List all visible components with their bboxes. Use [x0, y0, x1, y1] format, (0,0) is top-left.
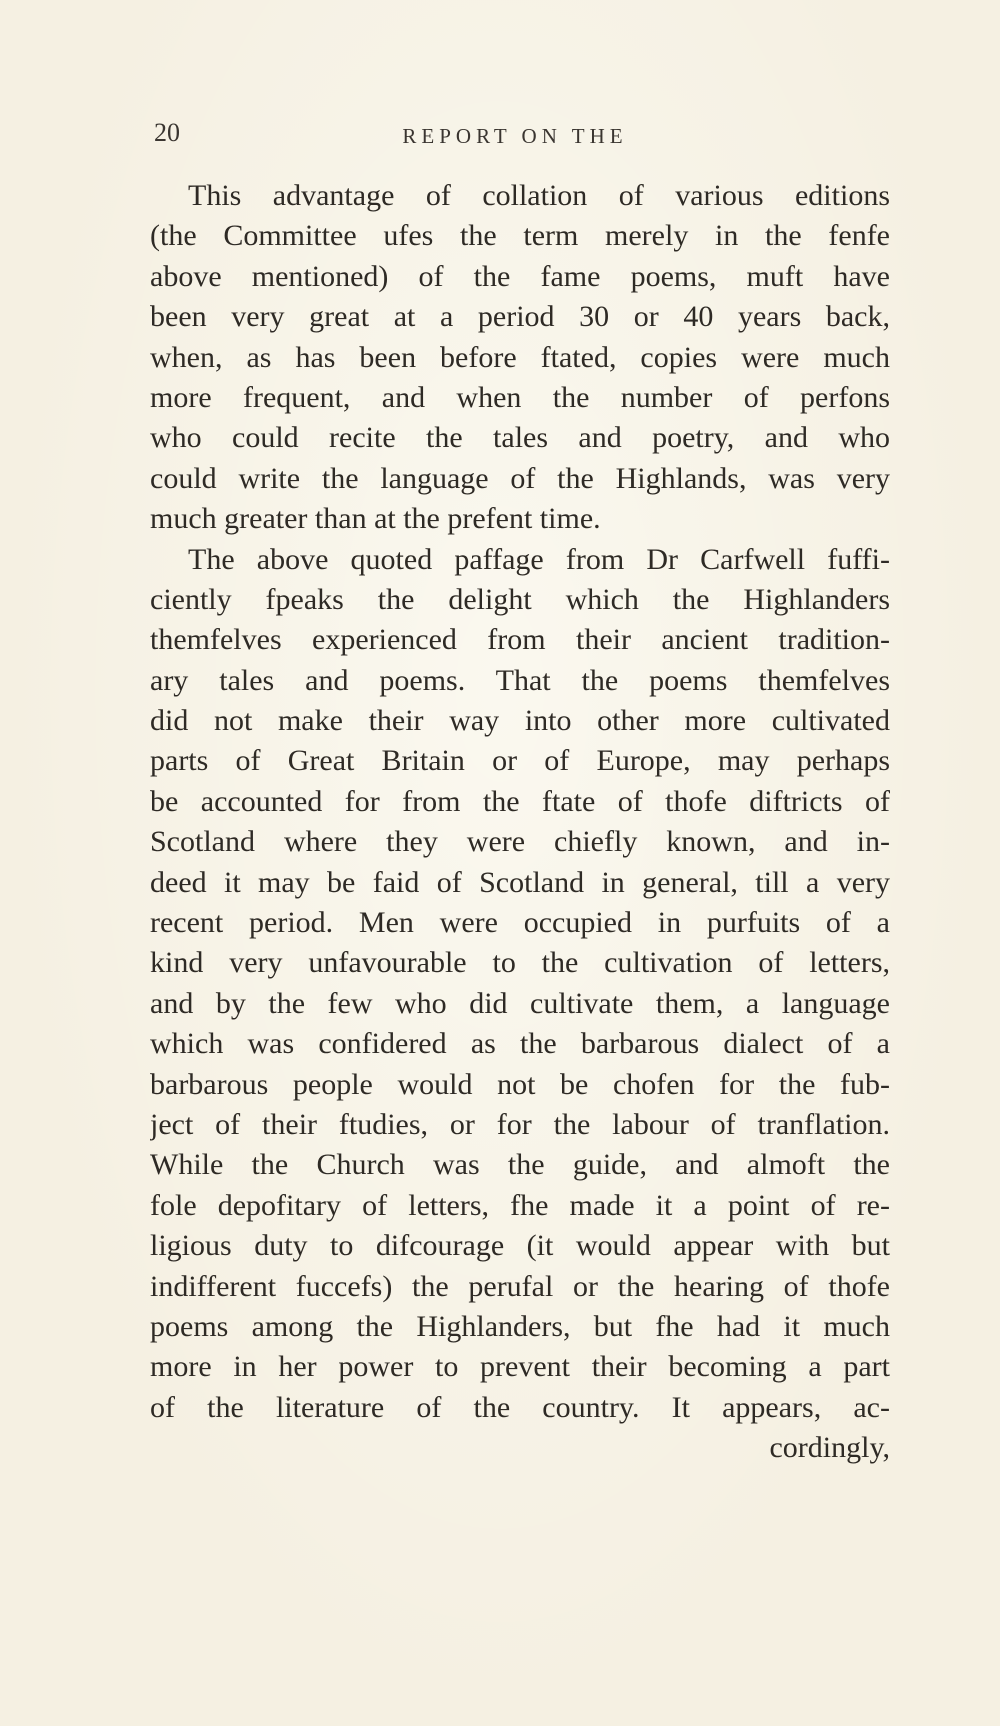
text-line: and by the few who did cultivate them, a language [150, 986, 890, 1020]
text-line: ject of their ftudies, or for the labour of tranflation. [150, 1107, 890, 1141]
text-line: above mentioned) of the fame poems, muft have [150, 259, 890, 293]
text-line: ary tales and poems. That the poems themfelves [150, 663, 890, 697]
text-line: when, as has been before ftated, copies were much [150, 340, 890, 374]
text-line: been very great at a period 30 or 40 years back, [150, 300, 890, 334]
page-number: 20 [154, 118, 180, 147]
text-line: poems among the Highlanders, but fhe had it much [150, 1309, 890, 1343]
text-line: indifferent fuccefs) the perufal or the hearing of thofe [150, 1269, 890, 1303]
text-line: Scotland where they were chiefly known, and in- [150, 825, 890, 859]
text-line: who could recite the tales and poetry, and who [150, 421, 890, 455]
text-line: deed it may be faid of Scotland in general, till a very [150, 865, 890, 899]
text-line: ligious duty to difcourage (it would appear with but [150, 1229, 890, 1263]
text-line: The above quoted paffage from Dr Carfwell fuffi- [188, 542, 890, 576]
text-line: This advantage of collation of various editions [188, 179, 890, 212]
text-line: be accounted for from the ftate of thofe diftricts of [150, 784, 890, 818]
text-line: recent period. Men were occupied in purfuits of a [150, 906, 890, 940]
text-line: ciently fpeaks the delight which the Highlanders [150, 582, 890, 616]
text-line: (the Committee ufes the term merely in the fenfe [150, 219, 890, 253]
text-line: of the literature of the country. It appears, ac- [150, 1390, 890, 1424]
text-line: which was confidered as the barbarous dialect of a [150, 1027, 890, 1061]
text-line: fole depofitary of letters, fhe made it a point of re- [150, 1188, 890, 1222]
body-text [150, 176, 890, 1469]
text-line: could write the language of the Highlands, was very [150, 461, 890, 495]
running-head: REPORT ON THE [402, 124, 628, 148]
text-line: themfelves experienced from their ancient tradition- [150, 623, 890, 657]
text-line: barbarous people would not be chofen for the fub- [150, 1067, 890, 1101]
text-line: much greater than at the prefent time. [150, 502, 601, 536]
catchword: cordingly, [769, 1431, 890, 1465]
page-header [150, 118, 880, 158]
text-line: did not make their way into other more cultivated [150, 704, 890, 738]
text-line: kind very unfavourable to the cultivation of letters, [150, 946, 890, 980]
catchword-row [150, 1428, 890, 1468]
text-line: parts of Great Britain or of Europe, may perhaps [150, 744, 890, 778]
text-line: more in her power to prevent their becoming a part [150, 1350, 890, 1384]
text-line: While the Church was the guide, and almoft the [150, 1148, 890, 1182]
text-line: more frequent, and when the number of perfons [150, 380, 890, 414]
